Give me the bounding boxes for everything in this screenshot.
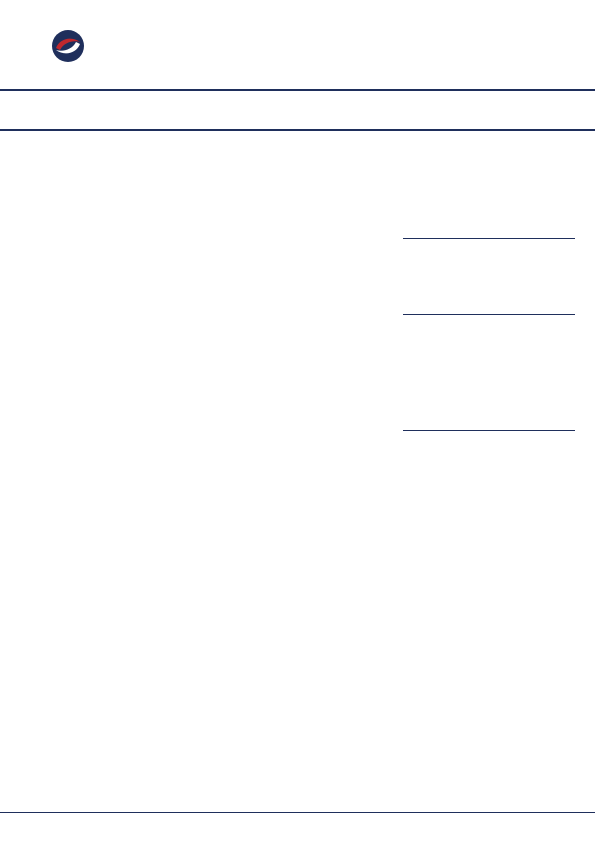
footer-divider xyxy=(0,812,595,813)
header-divider-bottom xyxy=(0,129,595,131)
analyst-divider xyxy=(403,238,575,239)
related-divider xyxy=(403,430,575,431)
chart-divider xyxy=(403,314,575,315)
header-divider-top xyxy=(0,89,595,91)
galaxy-logo-icon xyxy=(50,28,86,64)
relative-performance-chart xyxy=(403,318,575,396)
